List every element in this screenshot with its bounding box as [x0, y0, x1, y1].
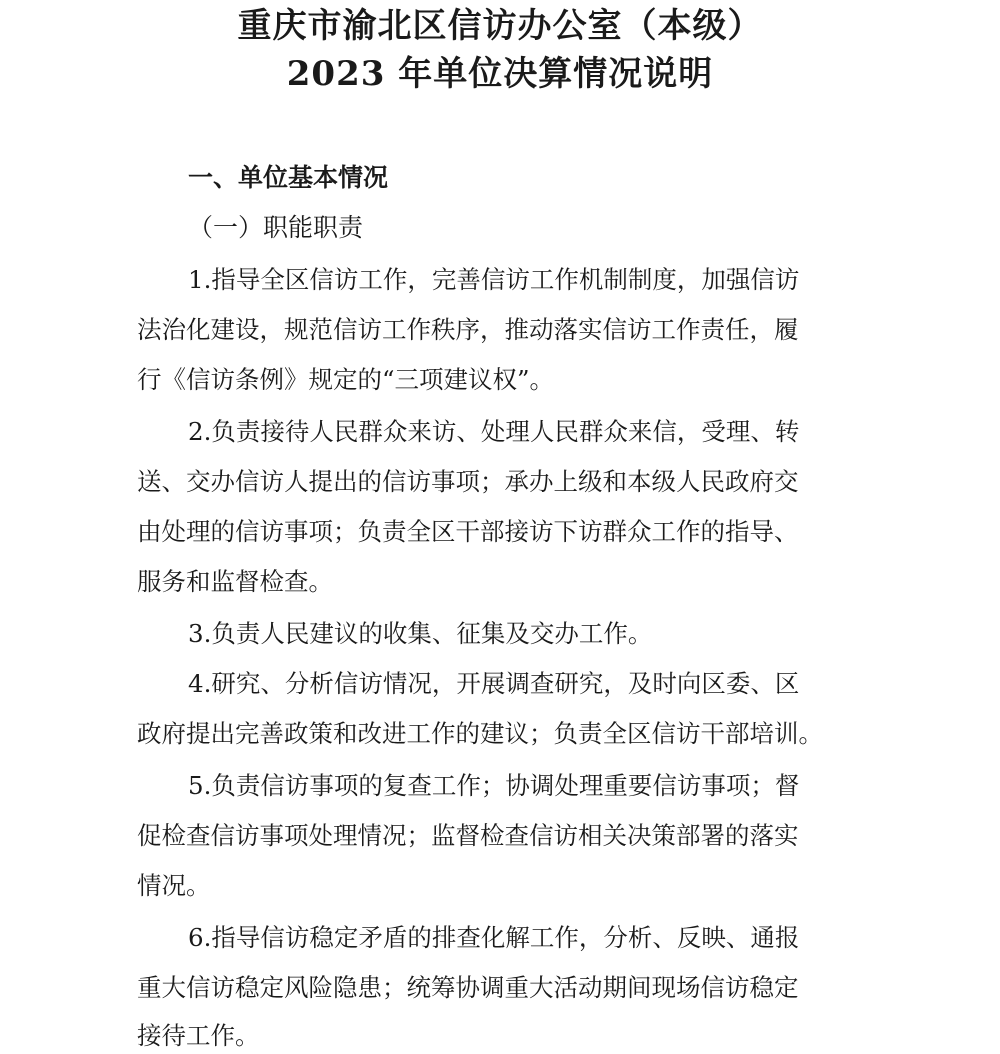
document-title-line-1: 重庆市渝北区信访办公室（本级）	[237, 6, 763, 46]
duty-item-2-line-2: 送、交办信访人提出的信访事项；承办上级和本级人民政府交	[137, 467, 799, 496]
duty-item-6-line-2: 重大信访稳定风险隐患；统筹协调重大活动期间现场信访稳定	[137, 973, 799, 1002]
duty-item-4-line-1: 4.研究、分析信访情况，开展调查研究，及时向区委、区	[188, 669, 800, 698]
duty-item-3-line-1: 3.负责人民建议的收集、征集及交办工作。	[188, 619, 653, 648]
duty-item-5-line-2: 促检查信访事项处理情况；监督检查信访相关决策部署的落实	[137, 821, 799, 850]
duty-item-5-line-1: 5.负责信访事项的复查工作；协调处理重要信访事项；督	[188, 771, 800, 800]
subsection-heading: （一）职能职责	[188, 213, 364, 242]
duty-item-1-line-1: 1.指导全区信访工作，完善信访工作机制制度，加强信访	[188, 265, 800, 294]
duty-item-1-line-2: 法治化建设，规范信访工作秩序，推动落实信访工作责任，履	[137, 315, 799, 344]
duty-item-6-line-3: 接待工作。	[137, 1021, 260, 1050]
duty-item-4-line-2: 政府提出完善政策和改进工作的建议；负责全区信访干部培训。	[137, 719, 823, 748]
duty-item-2-line-1: 2.负责接待人民群众来访、处理人民群众来信，受理、转	[188, 417, 800, 446]
duty-item-2-line-3: 由处理的信访事项；负责全区干部接访下访群众工作的指导、	[137, 517, 799, 546]
duty-item-5-line-3: 情况。	[137, 871, 211, 900]
duty-item-6-line-1: 6.指导信访稳定矛盾的排查化解工作，分析、反映、通报	[188, 923, 800, 952]
section-heading: 一、单位基本情况	[188, 163, 389, 192]
document-title-line-2: 2023 年单位决算情况说明	[286, 54, 714, 94]
duty-item-1-line-3: 行《信访条例》规定的“三项建议权”。	[137, 365, 555, 394]
duty-item-2-line-4: 服务和监督检查。	[137, 567, 333, 596]
